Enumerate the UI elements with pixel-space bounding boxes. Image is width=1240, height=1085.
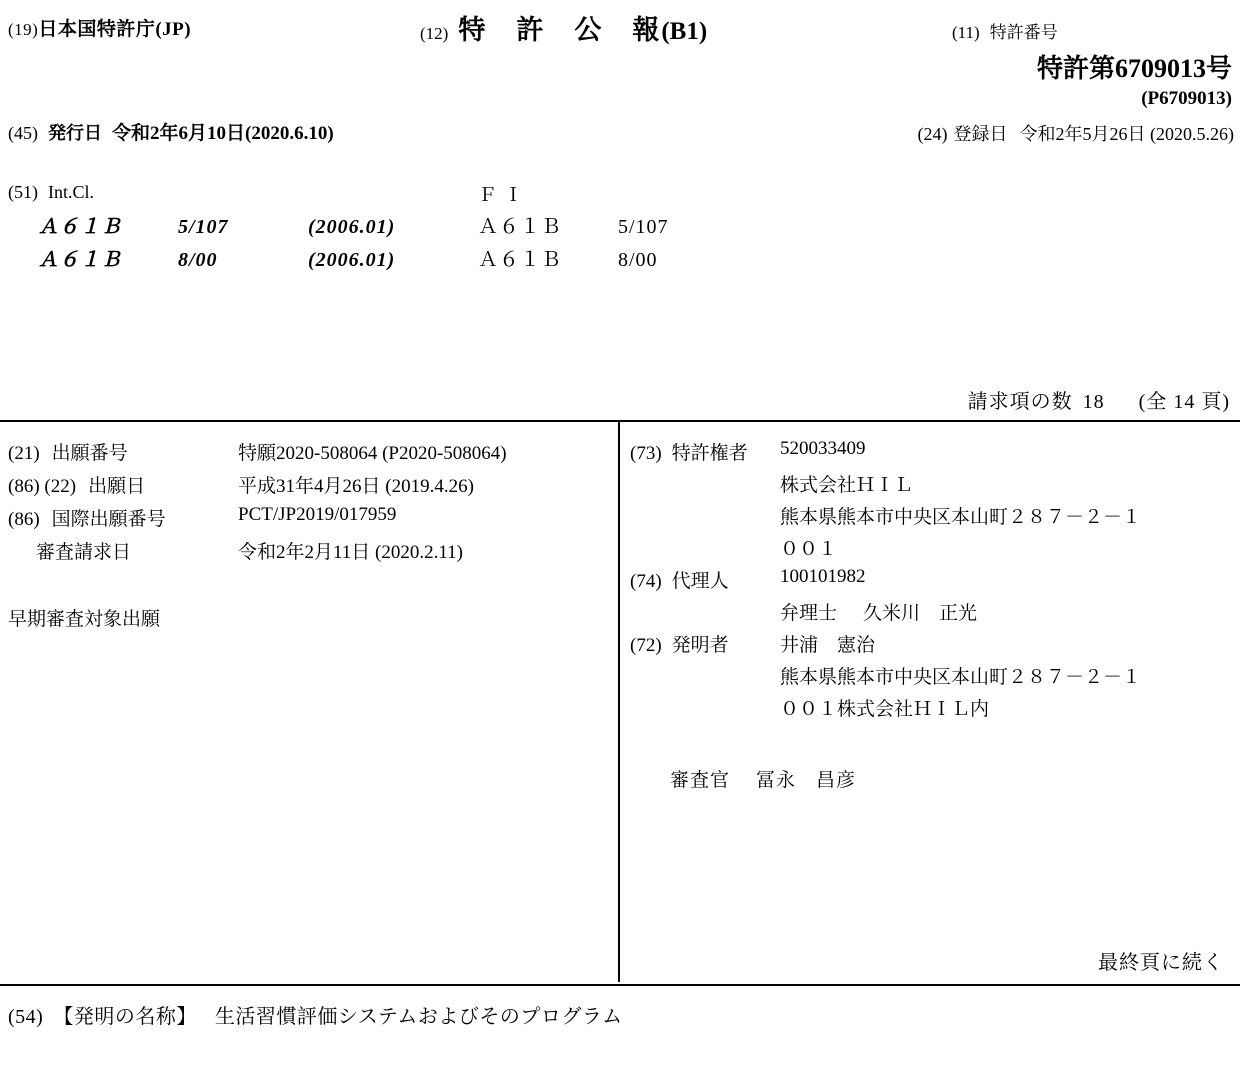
fi-heading: Ｆ Ｉ [478,185,524,206]
fi-symbol: Ａ６１Ｂ [478,216,562,238]
issuing-office-code: (19) [8,20,39,39]
issuing-office-name: 日本国特許庁(JP) [38,19,192,40]
agent-title: 弁理士 [780,603,838,624]
inventor-code: (72) [630,635,662,656]
bibliographic-right-column [630,438,1230,792]
international-application-number-label: 国際出願番号 [51,509,166,530]
assignee-address-row-1 [630,502,1230,529]
examination-request-date-label: 審査請求日 [36,542,132,563]
agent-id: 100101982 [780,566,866,587]
invention-title-value: 生活習慣評価システムおよびそのプログラム [214,1006,623,1028]
patent-number-label-text: 特許番号 [989,23,1058,42]
filing-date-row [8,471,608,498]
classification-row [8,243,669,276]
publication-date-code: (45) [8,123,38,143]
patent-number-label [952,18,1058,43]
document-type-code: (12) [420,24,449,43]
examiner-name: 冨永 昌彦 [756,770,857,791]
inventor-address-row-1 [630,662,1230,689]
international-application-number-row [8,504,608,531]
classification-table [8,210,669,276]
assignee-id: 520033409 [780,438,866,459]
int-cl-code: (51) [8,182,38,202]
examination-request-date-row [8,537,608,564]
int-cl-version: (2006.01) [308,216,396,238]
classification-row [8,210,669,243]
agent-label: 代理人 [671,571,729,592]
document-type-label: 特 許 公 報 [458,15,662,45]
registration-date-label: 登録日 [953,124,1008,144]
patent-number-code: (11) [952,23,980,42]
agent-code: (74) [630,571,662,592]
agent-name-row [630,598,1230,625]
application-number-code: (21) [8,443,40,464]
divider-top [0,420,1240,422]
publication-date-label: 発行日 [48,123,102,143]
divider-bottom [0,984,1240,986]
document-kind-code: (B1) [661,18,708,45]
fi-subgroup: 5/107 [618,216,669,238]
patent-number: 特許第6709013号 [1036,54,1232,83]
registration-date-value: 令和2年5月26日 (2020.5.26) [1019,124,1234,144]
inventor-address-line-1: 熊本県熊本市中央区本山町２８７－２－１ [780,667,1142,688]
agent-row [630,566,1230,593]
inventor-address-line-2: ００１株式会社ＨＩＬ内 [780,699,990,720]
filing-date-label: 出願日 [88,476,146,497]
document-type [420,8,707,47]
inventor-address-row-2 [630,694,1230,721]
assignee-label: 特許権者 [671,443,748,464]
claims-summary [968,385,1230,414]
divider-vertical [618,422,620,982]
assignee-address-line-1: 熊本県熊本市中央区本山町２８７－２－１ [780,507,1142,528]
int-cl-symbol: Ａ６１Ｂ [38,249,122,271]
continued-note: 最終頁に続く [1098,952,1224,974]
int-cl-subgroup: 5/107 [178,216,229,238]
total-pages: (全 14 頁) [1138,391,1230,413]
issuing-office [8,14,191,41]
claims-count-label: 請求項の数 [967,391,1073,413]
invention-title-row [8,1000,623,1029]
invention-title-code: (54) [8,1006,44,1028]
assignee-name: 株式会社ＨＩＬ [780,475,914,496]
claims-count-value: 18 [1082,391,1105,413]
international-application-number-code: (86) [8,509,40,530]
registration-date-code: (24) [917,124,948,144]
int-cl-heading [8,182,94,203]
int-cl-label: Int.Cl. [48,182,95,202]
int-cl-symbol: Ａ６１Ｂ [38,216,122,238]
publication-date-value: 令和2年6月10日(2020.6.10) [112,123,334,144]
examiner-label: 審査官 [670,770,731,791]
examination-request-date-value: 令和2年2月11日 (2020.2.11) [238,542,463,563]
registration-date [918,120,1235,146]
examiner-row [670,765,1230,792]
publication-date [8,118,334,145]
application-number-value: 特願2020-508064 (P2020-508064) [238,443,507,464]
assignee-name-row [630,470,1230,497]
bibliographic-left-column [8,438,608,631]
assignee-row [630,438,1230,465]
application-number-row [8,438,608,465]
int-cl-version: (2006.01) [308,249,396,271]
filing-date-code: (86) (22) [8,476,77,497]
int-cl-subgroup: 8/00 [178,249,218,271]
assignee-address-line-2: ００１ [780,539,838,560]
agent-name: 久米川 正光 [863,603,978,624]
inventor-row [630,630,1230,657]
filing-date-value: 平成31年4月26日 (2019.4.26) [238,476,474,497]
international-application-number-value: PCT/JP2019/017959 [238,504,397,525]
inventor-label: 発明者 [671,635,729,656]
assignee-code: (73) [630,443,662,464]
fi-symbol: Ａ６１Ｂ [478,249,562,271]
invention-title-label: 【発明の名称】 [53,1006,197,1028]
inventor-name: 井浦 憲治 [780,635,876,656]
patent-number-sub: (P6709013) [1141,88,1232,109]
assignee-address-row-2 [630,534,1230,561]
fi-subgroup: 8/00 [618,249,658,271]
application-number-label: 出願番号 [51,443,128,464]
accelerated-examination-note: 早期審査対象出願 [8,609,161,630]
